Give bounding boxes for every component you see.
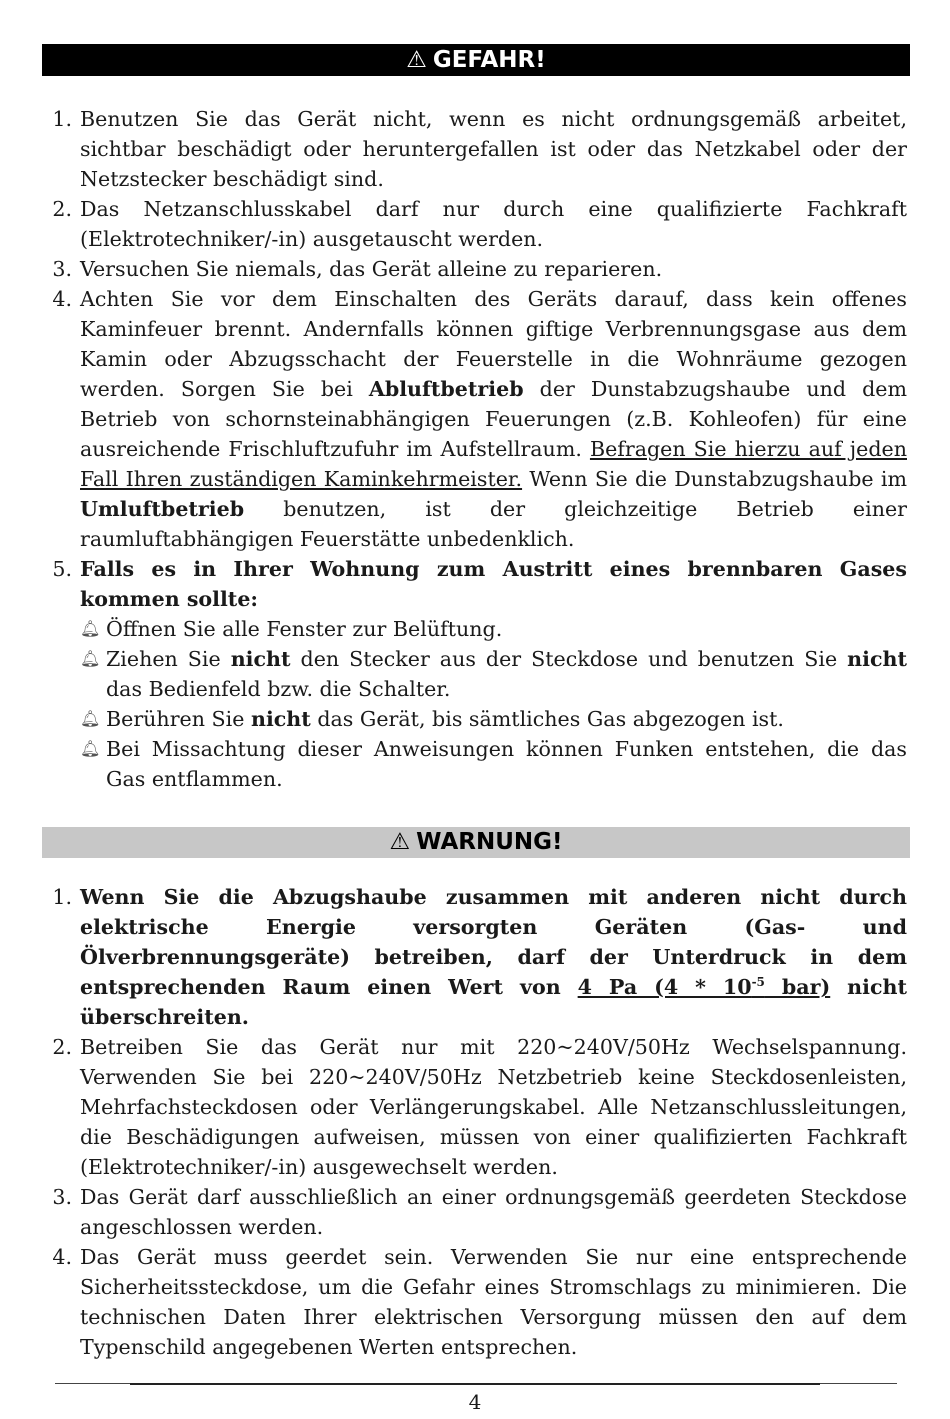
bold-term: nicht: [250, 707, 311, 731]
item-text: Benutzen Sie das Gerät nicht, wenn es nicht ordnungsgemäß arbeitet, sichtbar beschädigt oder heruntergefallen ist oder das Netzkabel oder der Netzstecker beschädigt sind.: [80, 107, 907, 191]
list-item: [42, 1182, 907, 1242]
sub-item: [42, 734, 907, 794]
item-number: 3.: [52, 1185, 72, 1209]
sub-item-text: das Gerät, bis sämtliches Gas abgezogen ist.: [310, 707, 784, 731]
item-number: 4.: [52, 287, 72, 311]
pressure-value-part: bar): [764, 975, 831, 999]
warning-title: WARNUNG!: [416, 829, 563, 855]
item-number: 4.: [52, 1245, 72, 1269]
exponent: -5: [751, 975, 765, 989]
bell-icon: 🔔︎: [80, 649, 101, 668]
item-text: Das Gerät darf ausschließlich an einer ordnungsgemäß geerdeten Steckdose angeschlossen werden.: [80, 1185, 907, 1239]
danger-list: [42, 104, 907, 794]
bell-icon: 🔔︎: [80, 739, 101, 758]
item-text: Betreiben Sie das Gerät nur mit 220~240V/50Hz Wechselspannung. Verwenden Sie bei 220~240V/50Hz Netzbetrieb keine Steckdosenleisten, Mehrfachsteckdosen oder Verlängerungskabel. Alle Netzanschlussleitungen, die Beschädigungen aufweisen, müssen von einer qualifizierten Fachkraft (Elektrotechniker/-in) ausgewechselt werden.: [80, 1035, 907, 1179]
item-number: 2.: [52, 197, 72, 221]
warning-header: [42, 827, 910, 858]
footer-divider-accent: [130, 1383, 820, 1385]
sub-item-text: Berühren Sie: [106, 707, 251, 731]
item-text: Versuchen Sie niemals, das Gerät alleine zu reparieren.: [80, 257, 663, 281]
bell-icon: 🔔︎: [80, 709, 101, 728]
bold-term: Umluftbetrieb: [80, 497, 245, 521]
pressure-value: [578, 975, 831, 999]
list-item: [42, 194, 907, 254]
item-number: 1.: [52, 885, 72, 909]
item-text: benutzen, ist der gleichzeitige Betrieb einer raumluftabhängigen Feuerstätte unbedenklich.: [80, 497, 907, 551]
list-item: [42, 1242, 907, 1362]
page-number: 4: [468, 1390, 482, 1414]
sub-item-text: das Bedienfeld bzw. die Schalter.: [106, 677, 451, 701]
sub-item-text: Öffnen Sie alle Fenster zur Belüftung.: [106, 617, 503, 641]
bold-term: nicht: [847, 647, 907, 671]
sub-item: [42, 614, 907, 644]
sub-item: [42, 644, 907, 704]
sub-item-text: den Stecker aus der Steckdose und benutzen Sie: [290, 647, 848, 671]
bell-icon: 🔔︎: [80, 619, 101, 638]
bold-term: Abluftbetrieb: [368, 377, 524, 401]
item-text: Das Netzanschlusskabel darf nur durch eine qualifizierte Fachkraft (Elektrotechniker/-in) ausgetauscht werden.: [80, 197, 907, 251]
item-text: Achten Sie vor dem Einschalten des Geräts darauf, dass kein offenes Kaminfeuer brennt. Andernfalls können giftige Verbrennungsgase aus dem Kamin oder Abzugsschacht der Feuerstelle in die Wohnräume gezogen werden. Sorgen Sie bei: [80, 287, 907, 401]
warning-list: [42, 882, 907, 1362]
warning-triangle-icon: ⚠: [389, 829, 411, 855]
item-text-part: nicht überschreiten.: [80, 975, 907, 1029]
item-text-part: Wenn Sie die Abzugshaube zusammen mit anderen nicht durch elektrische Energie versorgten Geräten (Gas- und Ölverbrennungsgeräte) betreiben, darf der Unterdruck in dem entsprechenden Raum einen Wert von: [80, 885, 907, 999]
sub-item: [42, 704, 907, 734]
sub-item-text: Ziehen Sie: [106, 647, 231, 671]
item-number: 3.: [52, 257, 72, 281]
item-text: [80, 885, 907, 1029]
item-text: der Dunstabzugshaube und dem Betrieb von schornsteinabhängigen Feuerungen (z.B. Kohleofen) für eine ausreichende Frischluftzufuhr im Aufstellraum.: [80, 377, 907, 461]
list-item: [42, 1032, 907, 1182]
list-item: [42, 882, 907, 1032]
sub-item-text: Bei Missachtung dieser Anweisungen können Funken entstehen, die das Gas entflammen.: [106, 737, 907, 791]
underlined-note: Befragen Sie hierzu auf jeden Fall Ihren zuständigen Kaminkehrmeister.: [80, 437, 907, 491]
item-text: Falls es in Ihrer Wohnung zum Austritt eines brennbaren Gases kommen sollte:: [80, 557, 907, 611]
list-item: [42, 284, 907, 554]
item-number: 1.: [52, 107, 72, 131]
item-text: Wenn Sie die Dunstabzugshaube im: [522, 467, 907, 491]
danger-title: GEFAHR!: [432, 47, 546, 73]
list-item: [42, 104, 907, 194]
warning-triangle-icon: ⚠: [406, 47, 427, 73]
list-item: [42, 554, 907, 614]
item-text: Das Gerät muss geerdet sein. Verwenden Sie nur eine entsprechende Sicherheitssteckdose, um die Gefahr eines Stromschlags zu minimieren. Die technischen Daten Ihrer elektrischen Versorgung müssen den auf dem Typenschild angegebenen Werten entsprechen.: [80, 1245, 907, 1359]
item-number: 5.: [52, 557, 72, 581]
pressure-value-part: 4 Pa (4 * 10: [577, 975, 752, 999]
item-number: 2.: [52, 1035, 72, 1059]
danger-header: [42, 44, 910, 76]
bold-term: nicht: [230, 647, 291, 671]
list-item: [42, 254, 907, 284]
